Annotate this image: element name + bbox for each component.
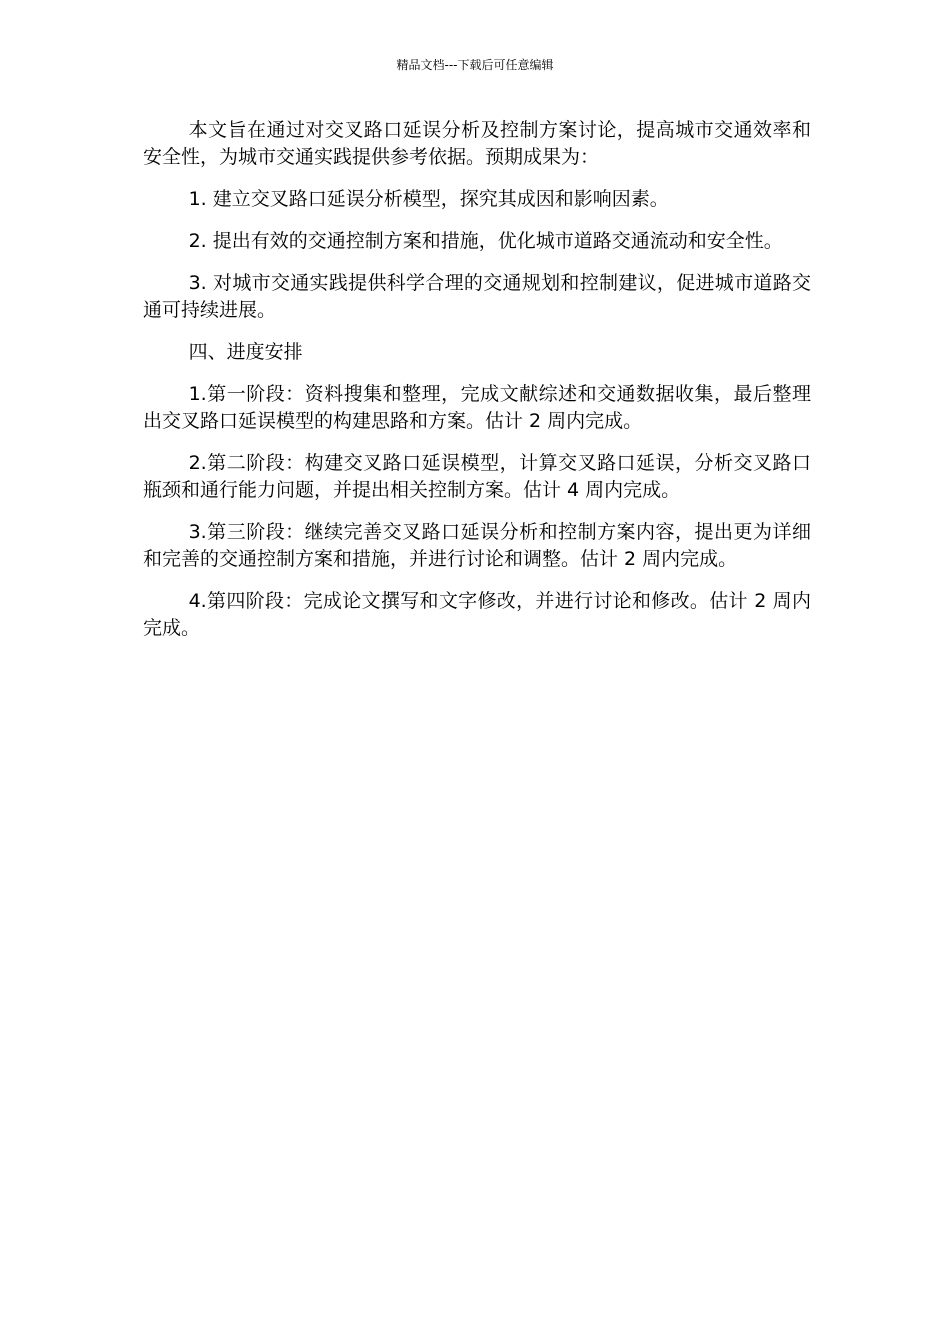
expected-result-1: 1. 建立交叉路口延误分析模型，探究其成因和影响因素。	[188, 188, 669, 210]
page-header: 精品文档---下载后可任意编辑	[396, 58, 554, 72]
section-heading-schedule: 四、进度安排	[188, 341, 303, 363]
schedule-stage-1: 1.第一阶段：资料搜集和整理，完成文献综述和交通数据收集，最后整理出交叉路口延误模型的构建思路和方案。估计 2 周内完成。	[143, 383, 811, 432]
document-body	[143, 117, 811, 657]
schedule-stage-4: 4.第四阶段：完成论文撰写和文字修改，并进行讨论和修改。估计 2 周内完成。	[143, 590, 811, 639]
intro-paragraph: 本文旨在通过对交叉路口延误分析及控制方案讨论，提高城市交通效率和安全性，为城市交通实践提供参考依据。预期成果为：	[143, 119, 811, 168]
expected-result-3: 3. 对城市交通实践提供科学合理的交通规划和控制建议，促进城市道路交通可持续进展。	[143, 272, 811, 321]
schedule-stage-3: 3.第三阶段：继续完善交叉路口延误分析和控制方案内容，提出更为详细和完善的交通控制方案和措施，并进行讨论和调整。估计 2 周内完成。	[143, 521, 811, 570]
schedule-stage-2: 2.第二阶段：构建交叉路口延误模型，计算交叉路口延误，分析交叉路口瓶颈和通行能力问题，并提出相关控制方案。估计 4 周内完成。	[143, 452, 811, 501]
expected-result-2: 2. 提出有效的交通控制方案和措施，优化城市道路交通流动和安全性。	[188, 230, 783, 252]
